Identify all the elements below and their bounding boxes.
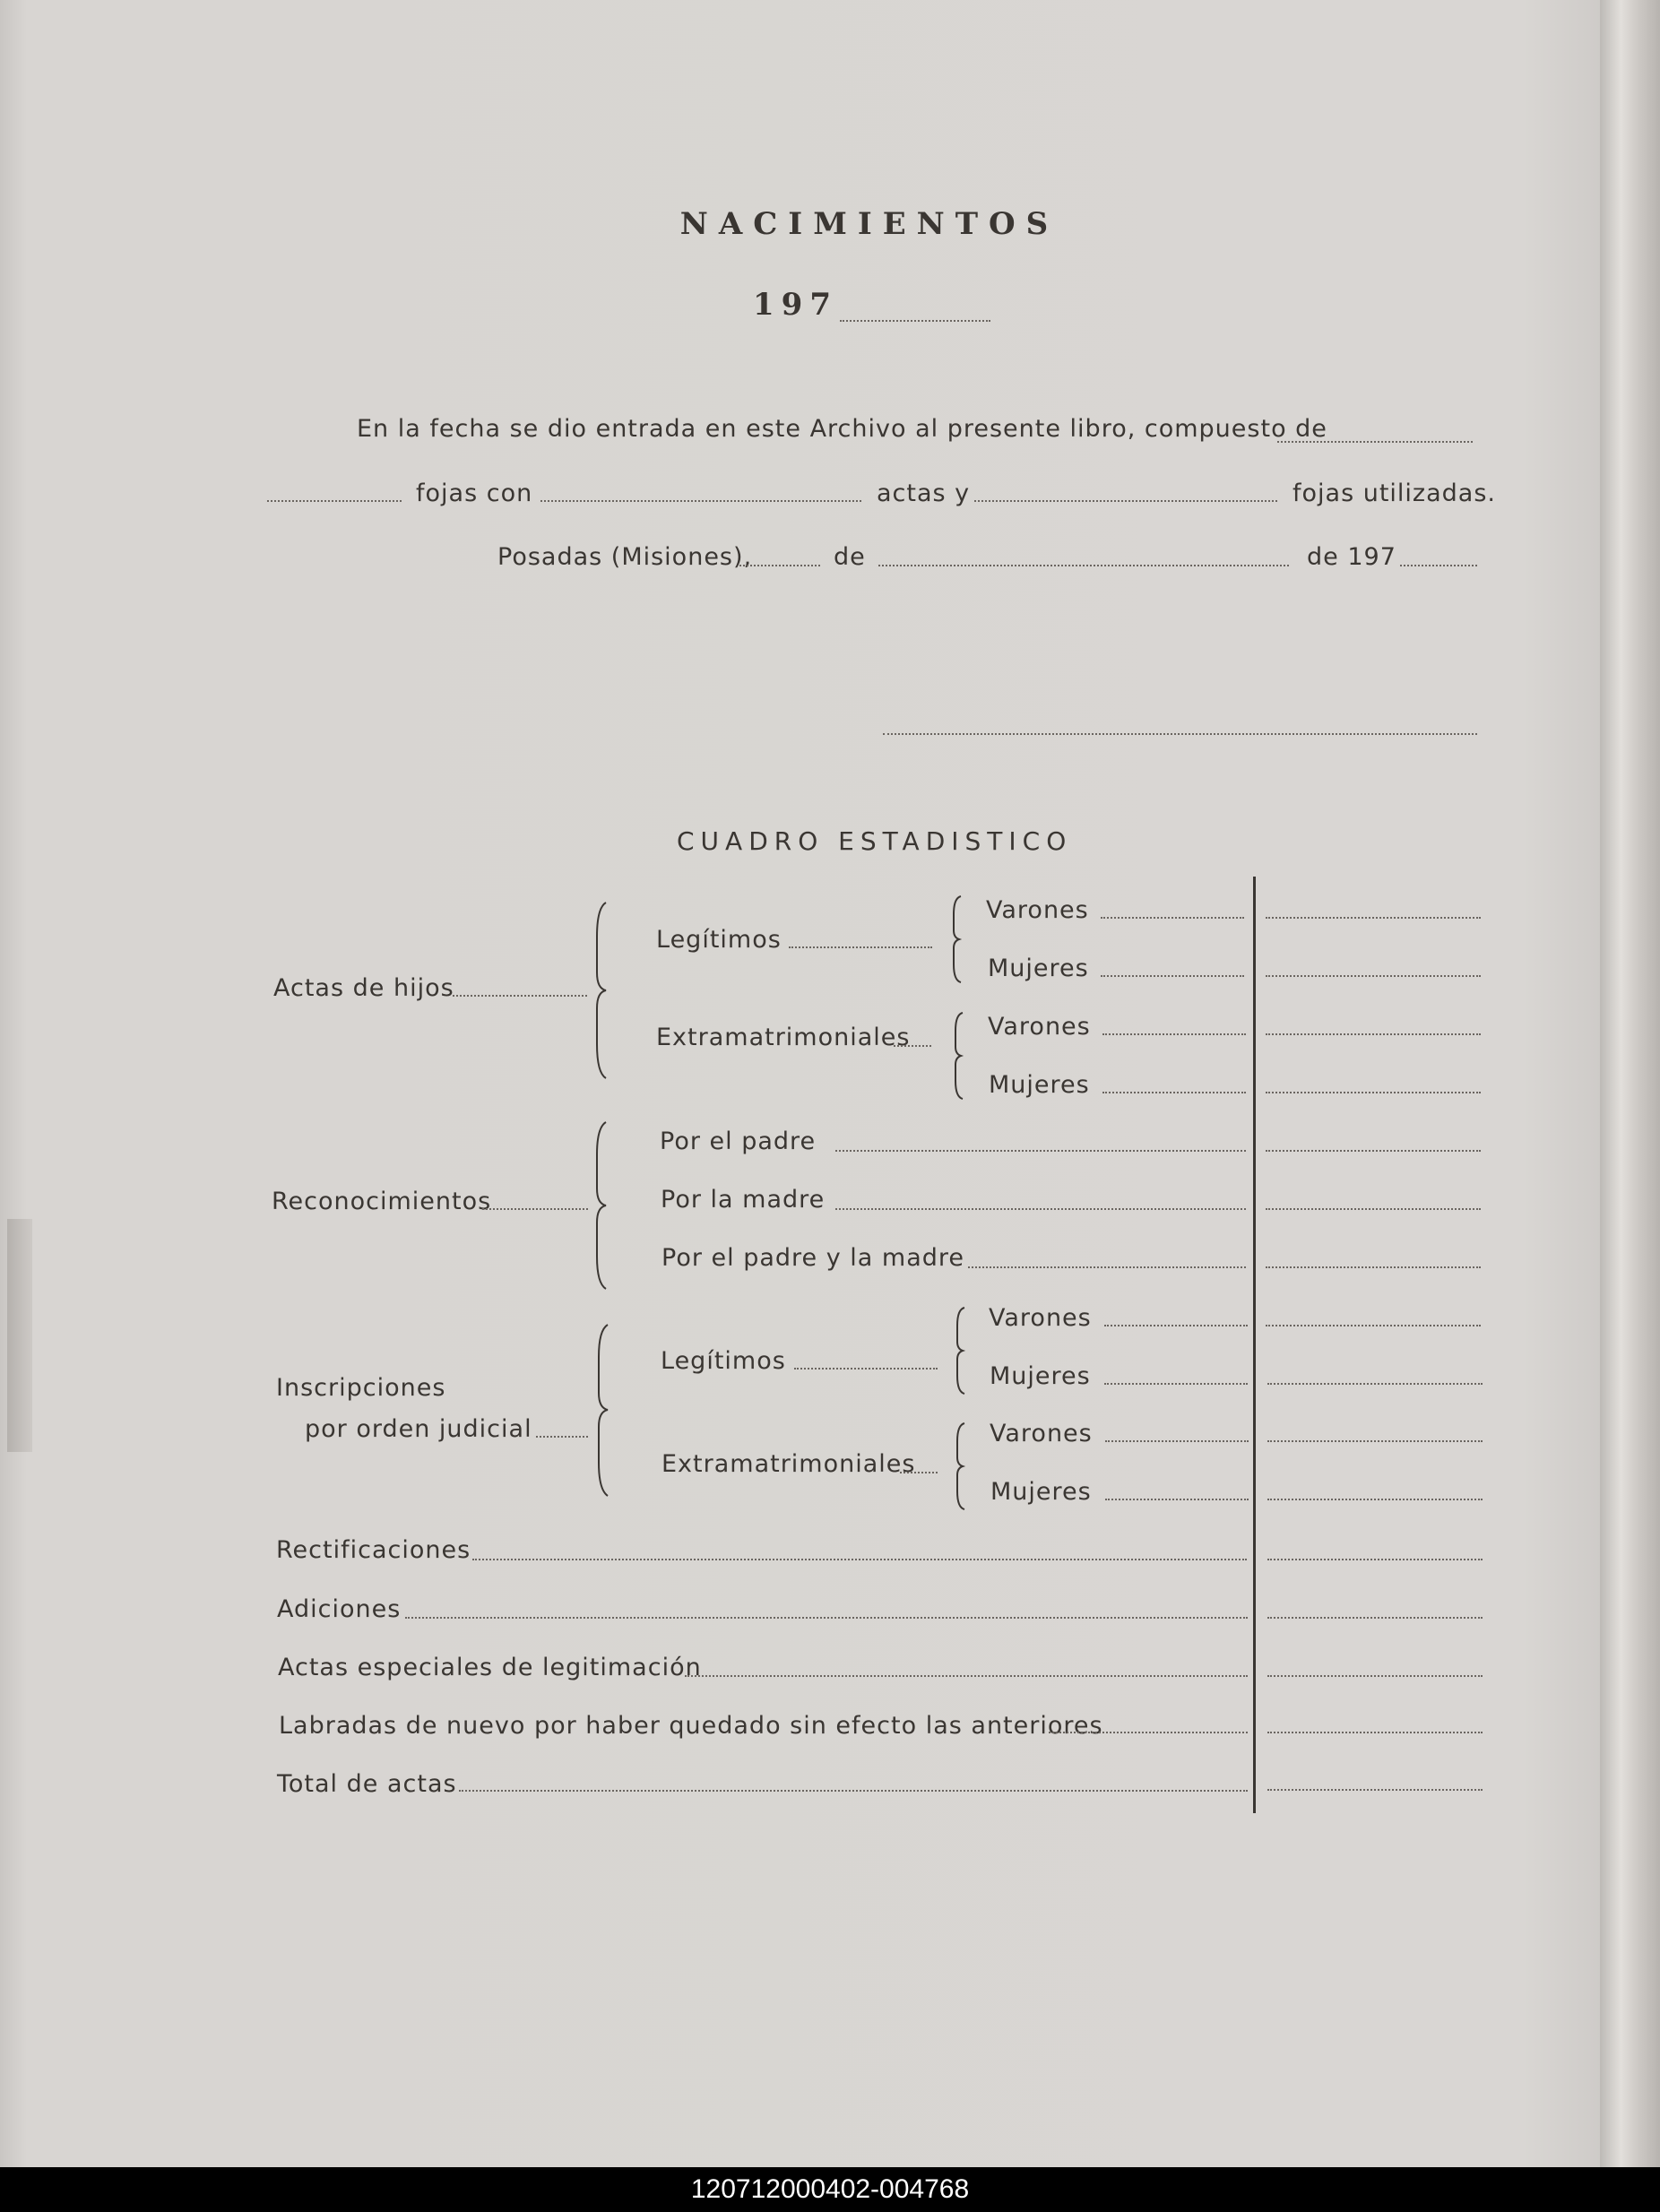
year-end-blank [1400, 565, 1477, 566]
actas-y-label: actas y [877, 480, 971, 507]
legitimos-mujeres-label: Mujeres [988, 955, 1089, 982]
inscripciones-blank [536, 1436, 588, 1438]
legitimos-mujeres-total [1266, 975, 1481, 977]
por-el-padre-label: Por el padre [660, 1128, 817, 1155]
por-el-padre-y-la-madre-total [1266, 1266, 1481, 1268]
legitimos-varones-label: Varones [986, 896, 1089, 924]
total-actas-label: Total de actas [277, 1770, 457, 1798]
insc-legitimos-varones-label: Varones [989, 1304, 1092, 1332]
insc-legitimos-brace [954, 1306, 968, 1395]
actas-especiales-blank [685, 1675, 1248, 1677]
actas-de-hijos-brace [593, 901, 611, 1080]
inscripciones-label-1: Inscripciones [276, 1374, 446, 1402]
place-label: Posadas (Misiones), [497, 543, 753, 571]
insc-extra-mujeres-total [1267, 1499, 1483, 1500]
actas-especiales-total [1267, 1675, 1483, 1677]
fojas-con-label: fojas con [416, 480, 533, 507]
total-actas-blank [459, 1790, 1248, 1792]
insc-extramatrimoniales-label: Extramatrimoniales [661, 1450, 916, 1478]
insc-legitimos-mujeres-label: Mujeres [990, 1362, 1091, 1390]
page-title: NACIMIENTOS [679, 206, 1059, 242]
month-blank [878, 565, 1289, 566]
actas-blank [540, 500, 861, 502]
labradas-total [1267, 1732, 1483, 1733]
extra-mujeres-blank [1102, 1092, 1246, 1093]
por-la-madre-label: Por la madre [661, 1186, 826, 1214]
por-la-madre-blank [835, 1208, 1246, 1210]
por-el-padre-blank [835, 1150, 1246, 1152]
por-el-padre-total [1266, 1150, 1481, 1152]
rectificaciones-label: Rectificaciones [276, 1536, 471, 1564]
extra-mujeres-label: Mujeres [989, 1071, 1090, 1099]
fojas-utilizadas-blank [974, 500, 1277, 502]
book-binding-edge [1600, 0, 1660, 2167]
insc-extramatrimoniales-blank [900, 1472, 938, 1473]
labradas-label: Labradas de nuevo por haber quedado sin efecto las anteriores [279, 1712, 1103, 1740]
insc-extra-varones-total [1267, 1440, 1483, 1442]
legitimos-label: Legítimos [656, 926, 782, 954]
insc-legitimos-varones-total [1266, 1325, 1481, 1326]
fojas-blank [267, 500, 402, 502]
reconocimientos-brace [593, 1120, 611, 1291]
year-label: 197 [753, 287, 838, 323]
adiciones-label: Adiciones [277, 1595, 402, 1623]
extra-varones-blank [1102, 1033, 1246, 1035]
total-actas-total [1267, 1789, 1483, 1791]
reconocimientos-label: Reconocimientos [272, 1188, 492, 1215]
intro-line-1: En la fecha se dio entrada en este Archivo al presente libro, compuesto de [357, 415, 1327, 443]
labradas-blank [1049, 1732, 1248, 1733]
reconocimientos-blank [482, 1208, 588, 1210]
year-blank [840, 320, 990, 322]
rectificaciones-total [1267, 1559, 1483, 1560]
extramatrimoniales-blank [894, 1045, 931, 1047]
legitimos-mujeres-blank [1101, 975, 1244, 977]
extra-varones-label: Varones [988, 1013, 1091, 1041]
de-197-label: de 197 [1307, 543, 1396, 571]
legitimos-brace [950, 894, 964, 984]
signature-line [883, 733, 1477, 735]
actas-de-hijos-label: Actas de hijos [273, 974, 454, 1002]
column-divider [1253, 877, 1256, 1813]
inscripciones-brace [595, 1323, 613, 1498]
actas-especiales-label: Actas especiales de legitimación [278, 1654, 702, 1681]
fojas-count-blank [1277, 441, 1473, 443]
insc-legitimos-mujeres-total [1267, 1383, 1483, 1385]
adiciones-total [1267, 1617, 1483, 1619]
paper-tab [7, 1219, 32, 1452]
legitimos-varones-total [1266, 917, 1481, 919]
adiciones-blank [405, 1617, 1248, 1619]
insc-legitimos-mujeres-blank [1104, 1383, 1248, 1385]
insc-legitimos-varones-blank [1104, 1325, 1248, 1326]
insc-extra-mujeres-blank [1105, 1499, 1249, 1500]
rectificaciones-blank [472, 1559, 1247, 1560]
legitimos-varones-blank [1101, 917, 1244, 919]
insc-extra-varones-label: Varones [990, 1420, 1093, 1447]
insc-legitimos-blank [794, 1368, 938, 1370]
por-la-madre-total [1266, 1208, 1481, 1210]
de-label: de [834, 543, 866, 571]
extramatrimoniales-brace [952, 1011, 966, 1101]
stats-title: CUADRO ESTADISTICO [677, 826, 1073, 856]
insc-legitimos-label: Legítimos [661, 1347, 786, 1375]
por-el-padre-y-la-madre-blank [968, 1266, 1246, 1268]
insc-extramatrimoniales-brace [954, 1421, 968, 1511]
extra-varones-total [1266, 1033, 1481, 1035]
inscripciones-label-2: por orden judicial [305, 1415, 532, 1443]
extramatrimoniales-label: Extramatrimoniales [656, 1024, 911, 1051]
extra-mujeres-total [1266, 1092, 1481, 1093]
por-el-padre-y-la-madre-label: Por el padre y la madre [661, 1244, 965, 1272]
day-blank [739, 565, 820, 566]
legitimos-blank [789, 946, 932, 948]
fojas-utilizadas-label: fojas utilizadas. [1293, 480, 1496, 507]
insc-extra-mujeres-label: Mujeres [990, 1478, 1092, 1506]
scan-id-bar: 120712000402-004768 [0, 2167, 1660, 2212]
actas-de-hijos-blank [453, 995, 587, 997]
insc-extra-varones-blank [1105, 1440, 1249, 1442]
